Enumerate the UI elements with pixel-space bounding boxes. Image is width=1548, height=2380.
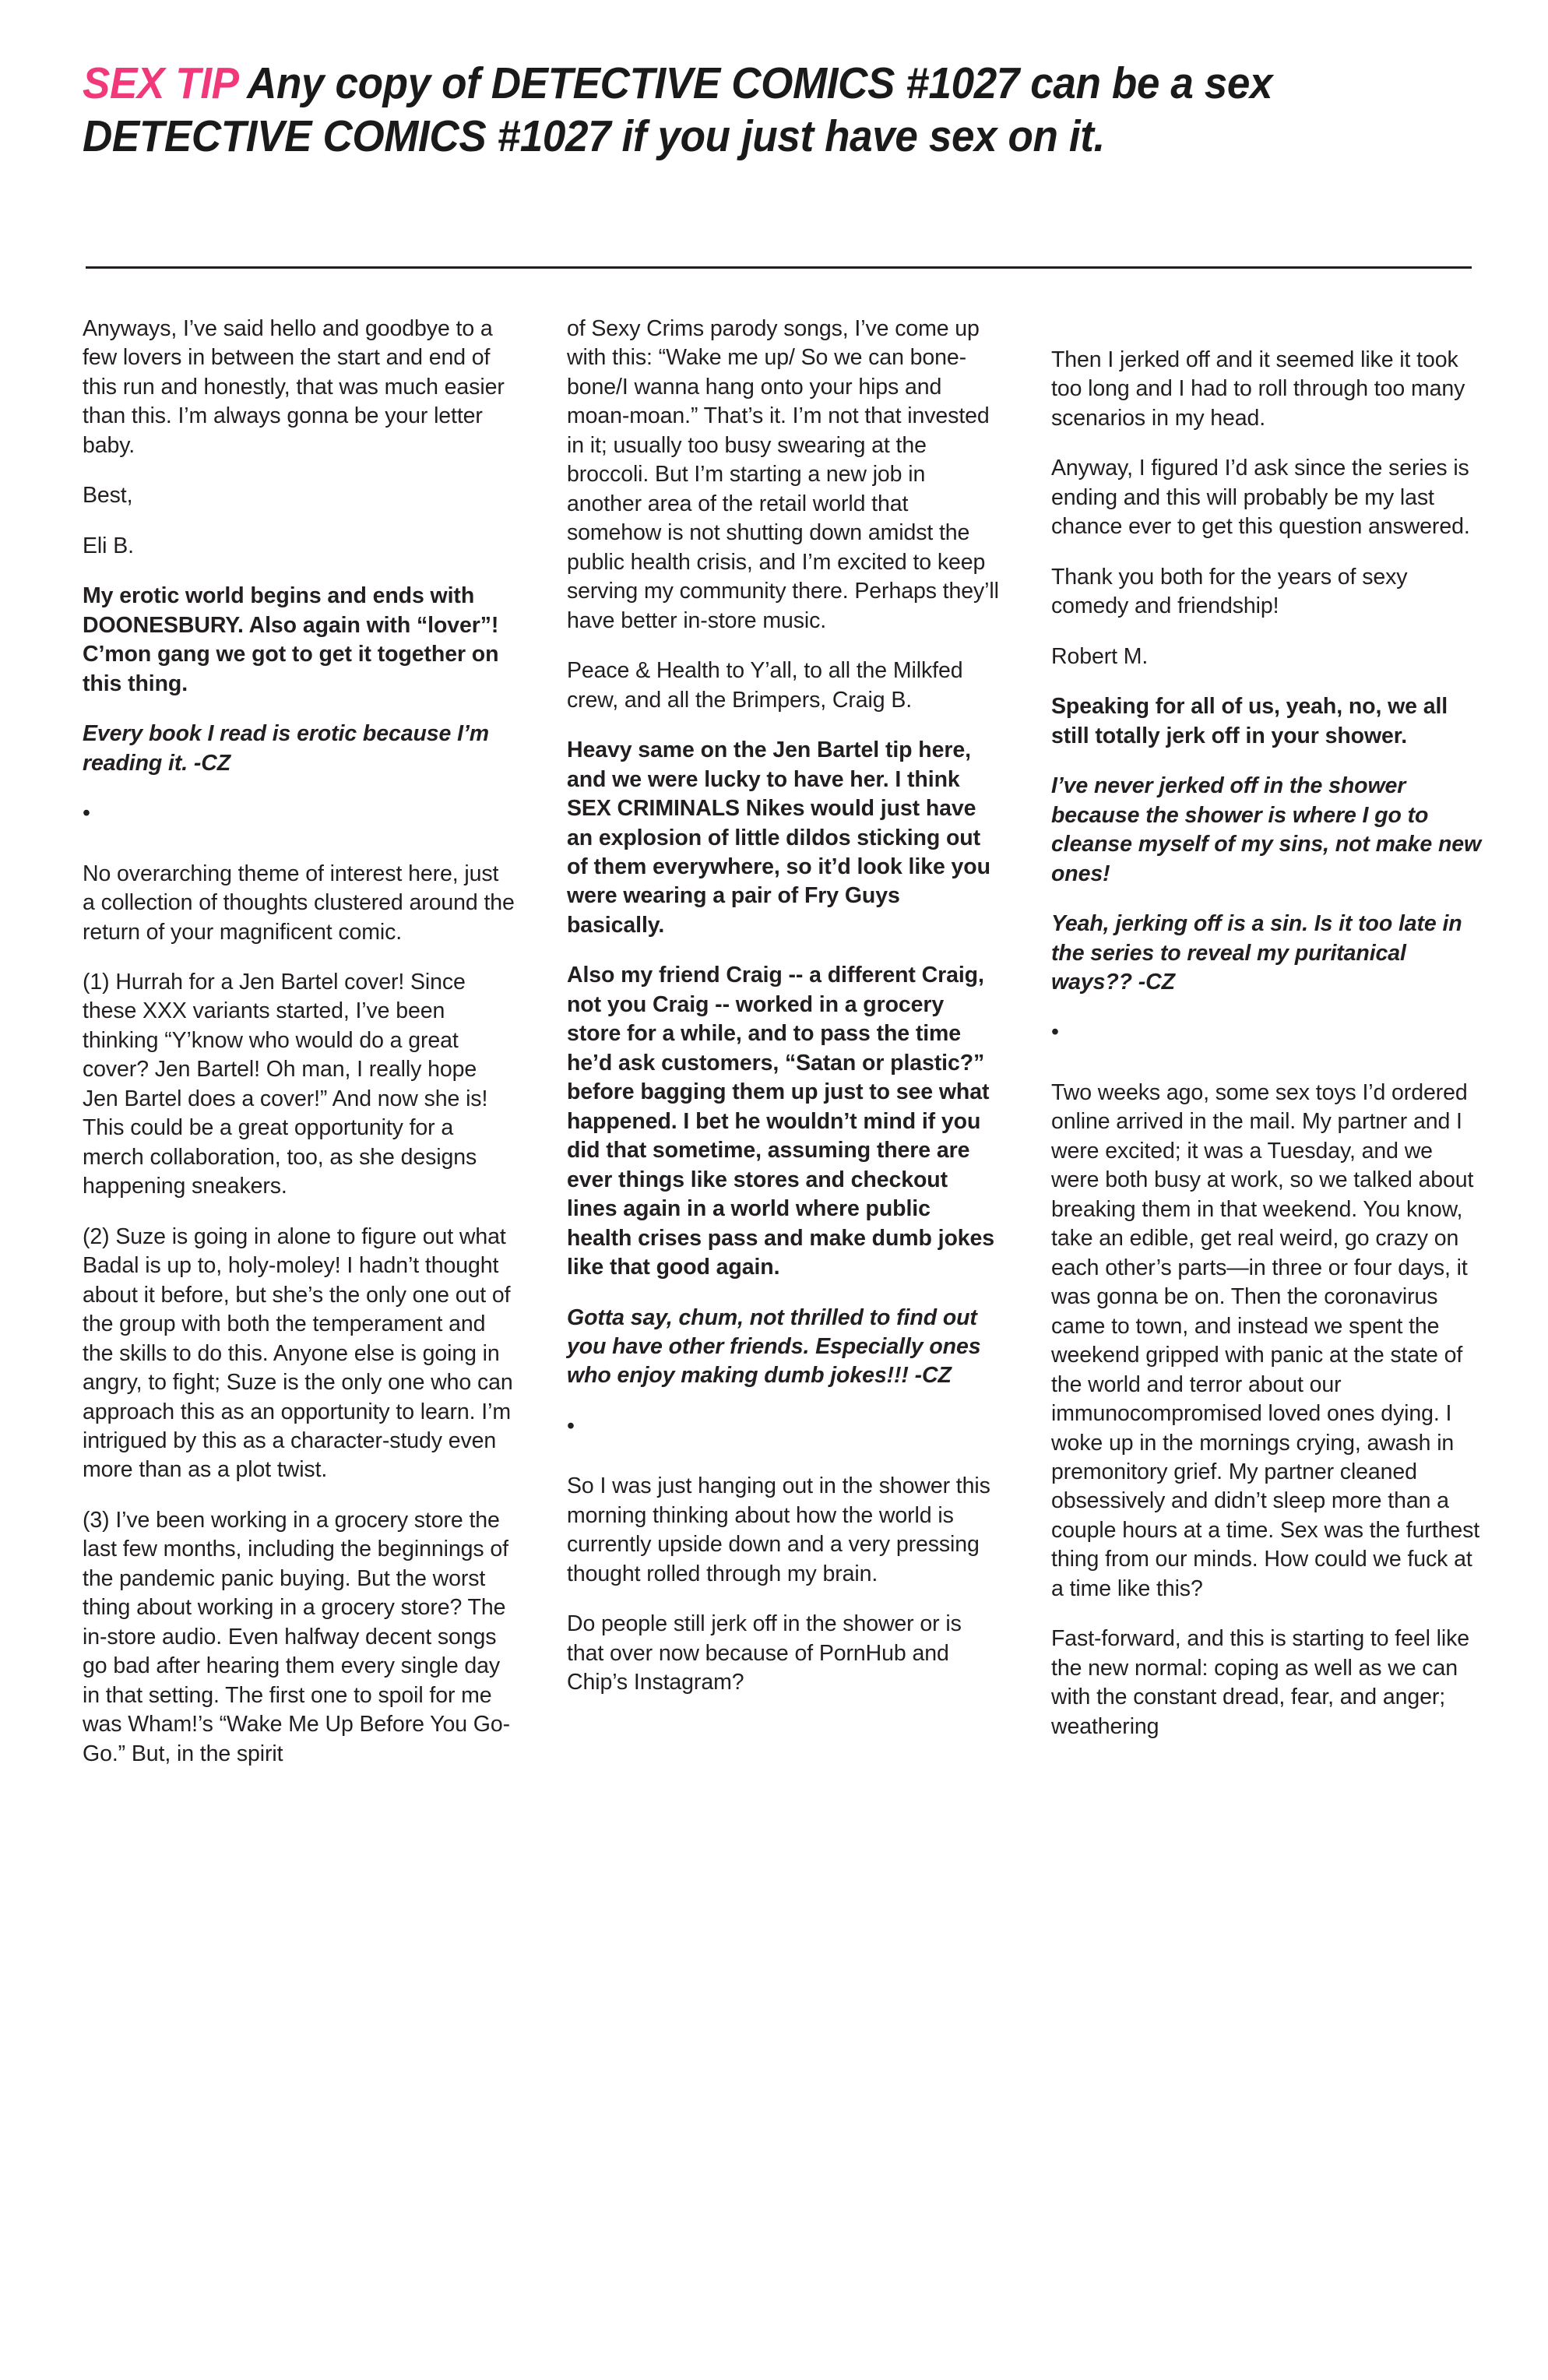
section-bullet-separator: • [567,1413,575,1438]
paragraph: Fast-forward, and this is starting to feel like the new normal: coping as well as we can with the constant dread, fear, and anger; weathering [1051,1626,1470,1739]
section-bullet-separator: • [83,801,90,826]
paragraph: My erotic world begins and ends with DOONESBURY. Also again with “lover”! C’mon gang we got to get it together on this thing. [83,583,499,696]
column-2 [567,315,1000,1790]
paragraph: Also my friend Craig -- a different Craig, not you Craig -- worked in a grocery store for a while, and to pass the time he’d ask customers, “Satan or plastic?” before bagging them up just to see what happened. I bet he wouldn’t mind if you did that sometime, assuming there are ever things like stores and checkout lines again in a world where public health crises pass and make dumb jokes like that good again. [567,963,995,1280]
paragraph: Robert M. [1051,643,1149,669]
letters-columns [83,315,1484,1790]
paragraph: Anyway, I figured I’d ask since the series is ending and this will probably be my last chance ever to get this question answered. [1051,456,1470,540]
section-bullet-separator: • [1051,1019,1059,1045]
paragraph: Every book I read is erotic because I’m reading it. -CZ [83,721,490,776]
paragraph: No overarching theme of interest here, just a collection of thoughts clustered around the return of your magnificent comic. [83,861,515,945]
sex-tip-label: SEX TIP [83,58,237,108]
paragraph: So I was just hanging out in the shower this morning thinking about how the world is currently upside down and a very pressing thought rolled through my brain. [567,1473,990,1586]
headline-text: Any copy of DETECTIVE COMICS #1027 can be a sex DETECTIVE COMICS #1027 if you just have sex on it. [83,58,1273,161]
paragraph: Speaking for all of us, yeah, no, we all still totally jerk off in your shower. [1051,694,1448,748]
paragraph: (2) Suze is going in alone to figure out what Badal is up to, holy-moley! I hadn’t thought about it before, but she’s the only one out of the group with both the temperament and the skills to do this. Anyone else is going in angry, to fight; Suze is the only one who can approach this as an opportunity to learn. I’m intrigued by this as a character-study even more than as a plot twist. [83,1223,513,1483]
paragraph: (3) I’ve been working in a grocery store the last few months, including the beginnings of the pandemic panic buying. But the worst thing about working in a grocery store? The in-store audio. Even halfway decent songs go bad after hearing them every single day in that setting. The first one to spoil for me was Wham!’s “Wake Me Up Before You Go-Go.” But, in the spirit [83,1507,511,1766]
header-divider [86,266,1472,269]
paragraph: I’ve never jerked off in the shower because the shower is where I go to cleanse myself of my sins, not make new ones! [1051,773,1482,886]
paragraph: Peace & Health to Y’all, to all the Milkfed crew, and all the Brimpers, Craig B. [567,658,963,713]
column-1 [83,315,515,1790]
paragraph: of Sexy Crims parody songs, I’ve come up with this: “Wake me up/ So we can bone-bone/I wanna hang onto your hips and moan-moan.” That’s it. I’m not that invested in it; usually too busy swearing at the broccoli. But I’m starting a new job in another area of the retail world that somehow is not shutting down amidst the public health crisis, and I’m excited to keep serving my community there. Perhaps they’ll have better in-store music. [567,316,999,633]
paragraph: Two weeks ago, some sex toys I’d ordered online arrived in the mail. My partner and I were excited; it was a Tuesday, and we were both busy at work, so we talked about breaking them in that weekend. You know, take an edible, get real weird, go crazy on each other’s parts—in three or four days, it was gonna be on. Then the coronavirus came to town, and instead we spent the weekend gripped with panic at the state of the world and terror about our immunocompromised loved ones dying. I woke up in the mornings crying, awash in premonitory grief. My partner cleaned obsessively and didn’t sleep more than a couple hours at a time. Sex was the furthest thing from our minds. How could we fuck at a time like this? [1051,1079,1480,1601]
paragraph: Best, [83,483,133,509]
column-3 [1051,315,1484,1790]
paragraph: Yeah, jerking off is a sin. Is it too late in the series to reveal my puritanical ways?? -CZ [1051,911,1462,995]
paragraph: Thank you both for the years of sexy comedy and friendship! [1051,564,1408,619]
paragraph: (1) Hurrah for a Jen Bartel cover! Since these XXX variants started, I’ve been thinking “Y’know who would do a great cover? Jen Bartel! Oh man, I really hope Jen Bartel does a cover!” And now she is! This could be a great opportunity for a merch collaboration, too, as she designs happening sneakers. [83,969,488,1199]
paragraph: Heavy same on the Jen Bartel tip here, and we were lucky to have her. I think SEX CRIMINALS Nikes would just have an explosion of little dildos sticking out of them everywhere, so it’d look like you were wearing a pair of Fry Guys basically. [567,738,990,938]
paragraph: Do people still jerk off in the shower or is that over now because of PornHub and Chip’s Instagram? [567,1611,962,1695]
paragraph: Eli B. [83,533,134,558]
paragraph: Gotta say, chum, not thrilled to find out you have other friends. Especially ones who enjoy making dumb jokes!!! -CZ [567,1304,981,1389]
paragraph: Anyways, I’ve said hello and goodbye to a few lovers in between the start and end of this run and honestly, that was much easier than this. I’m always gonna be your letter baby. [83,316,505,458]
paragraph: Then I jerked off and it seemed like it took too long and I had to roll through too many scenarios in my head. [1051,347,1465,431]
masthead [83,58,1476,164]
page-title [83,58,1379,164]
